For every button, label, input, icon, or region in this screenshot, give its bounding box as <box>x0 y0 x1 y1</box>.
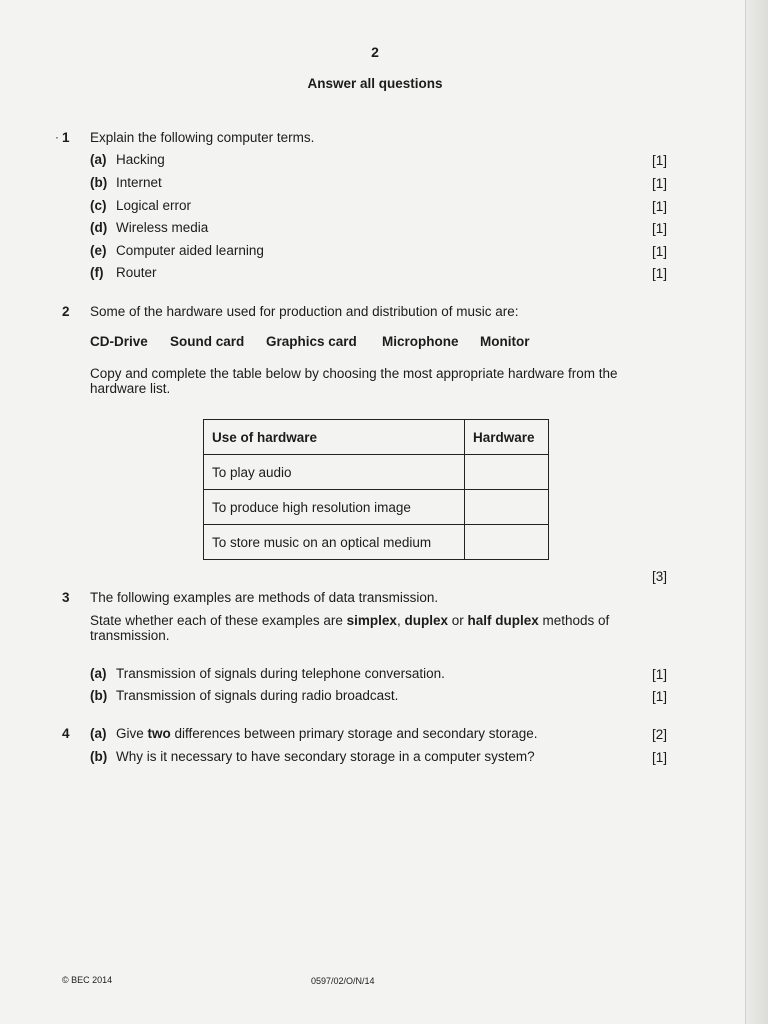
hardware-item-microphone: Microphone <box>382 334 459 349</box>
q1-number: 1 <box>62 130 70 145</box>
q3b-marks: [1] <box>652 689 668 704</box>
table-cell-hardware-blank <box>465 490 549 525</box>
hardware-item-sound-card: Sound card <box>170 334 245 349</box>
footer-copyright: © BEC 2014 <box>62 975 113 985</box>
q1d-marks: [1] <box>652 221 668 236</box>
q1f-marks: [1] <box>652 266 668 281</box>
page-heading: Answer all questions <box>307 76 443 91</box>
table-cell-hardware-blank <box>465 525 549 560</box>
q4a-marks: [2] <box>652 727 668 742</box>
table-header-use: Use of hardware <box>204 420 465 455</box>
q1a-marks: [1] <box>652 153 668 168</box>
hardware-table <box>203 419 549 560</box>
q1-part-d: (d) Wireless media <box>90 220 209 235</box>
hardware-item-cd-drive: CD-Drive <box>90 334 148 349</box>
q3-number: 3 <box>62 590 70 605</box>
hardware-item-monitor: Monitor <box>480 334 530 349</box>
page-edge-shadow <box>745 0 768 1024</box>
q2-instruction-line1: Copy and complete the table below by choosing the most appropriate hardware from the <box>90 366 618 381</box>
q1-prompt: Explain the following computer terms. <box>90 130 315 145</box>
q3-prompt: The following examples are methods of data transmission. <box>90 590 439 605</box>
q3-instruction-line2: transmission. <box>90 628 170 643</box>
q2-instruction-line2: hardware list. <box>90 381 171 396</box>
q4-part-a: (a) Give two differences between primary storage and secondary storage. <box>90 726 538 741</box>
table-header-hardware: Hardware <box>465 420 549 455</box>
margin-dot: · <box>55 130 59 144</box>
table-cell-use: To produce high resolution image <box>204 490 465 525</box>
q3a-marks: [1] <box>652 667 668 682</box>
q4-part-b: (b) Why is it necessary to have secondary storage in a computer system? <box>90 749 535 764</box>
q1-part-b: (b) Internet <box>90 175 162 190</box>
q1-part-a: (a) Hacking <box>90 152 165 167</box>
q3-part-b: (b) Transmission of signals during radio broadcast. <box>90 688 399 703</box>
q4-number: 4 <box>62 726 70 741</box>
table-row <box>204 525 549 560</box>
q1-part-c: (c) Logical error <box>90 198 192 213</box>
q1-part-f: (f) Router <box>90 265 157 280</box>
table-cell-use: To play audio <box>204 455 465 490</box>
table-cell-use: To store music on an optical medium <box>204 525 465 560</box>
table-row <box>204 455 549 490</box>
table-cell-hardware-blank <box>465 455 549 490</box>
q1b-marks: [1] <box>652 176 668 191</box>
q2-marks: [3] <box>652 569 668 584</box>
footer-code: 0597/02/O/N/14 <box>311 976 375 986</box>
q3-instruction-line1: State whether each of these examples are simplex, duplex or half duplex methods of <box>90 613 610 628</box>
hardware-item-graphics-card: Graphics card <box>266 334 357 349</box>
q1e-marks: [1] <box>652 244 668 259</box>
q3-part-a: (a) Transmission of signals during telephone conversation. <box>90 666 445 681</box>
q1c-marks: [1] <box>652 199 668 214</box>
q4b-marks: [1] <box>652 750 668 765</box>
q2-prompt: Some of the hardware used for production and distribution of music are: <box>90 304 519 319</box>
q1-part-e: (e) Computer aided learning <box>90 243 264 258</box>
table-header-row <box>204 420 549 455</box>
table-row <box>204 490 549 525</box>
q2-number: 2 <box>62 304 70 319</box>
page-number: 2 <box>371 44 379 60</box>
